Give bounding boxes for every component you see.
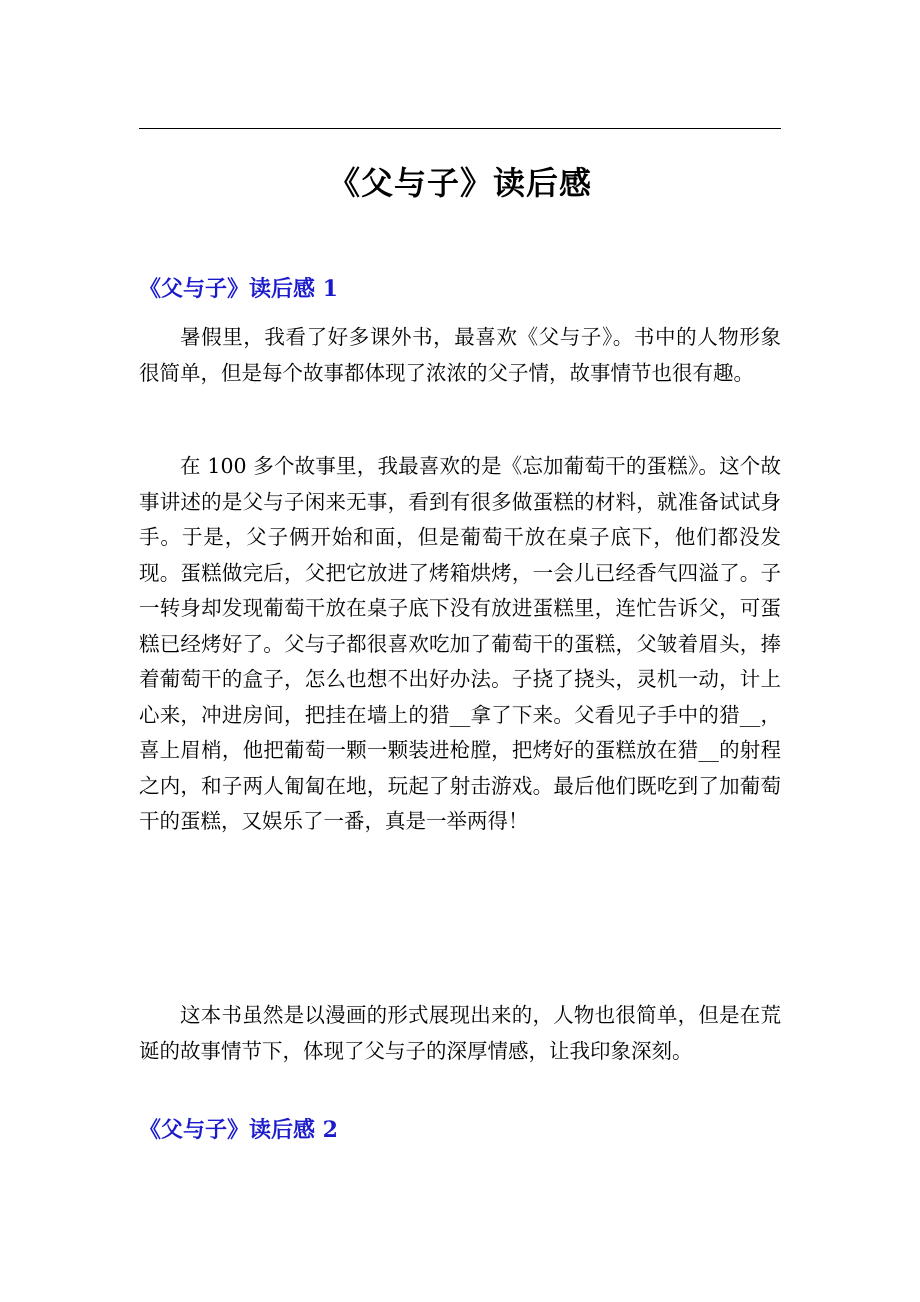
header-rule (139, 128, 781, 129)
section-heading-2: 《父与子》读后感 2 (139, 1117, 338, 1143)
paragraph-1: 暑假里，我看了好多课外书，最喜欢《父与子》。书中的人物形象很简单，但是每个故事都体现了浓浓的父子情，故事情节也很有趣。 (139, 325, 781, 385)
paragraph-2: 在 100 多个故事里，我最喜欢的是《忘加葡萄干的蛋糕》。这个故事讲述的是父与子闲来无事，看到有很多做蛋糕的材料，就准备试试身手。于是，父子俩开始和面，但是葡萄干放在桌子底下，他们都没发现。蛋糕做完后，父把它放进了烤箱烘烤，一会儿已经香气四溢了。子一转身却发现葡萄干放在桌子底下没有放进蛋糕里，连忙告诉父，可蛋糕已经烤好了。父与子都很喜欢吃加了葡萄干的蛋糕，父皱着眉头，捧着葡萄干的盒子，怎么也想不出好办法。子挠了挠头，灵机一动，计上心来，冲进房间，把挂在墙上的猎__拿了下来。父看见子手中的猎__，喜上眉梢，他把葡萄一颗一颗装进枪膛，把烤好的蛋糕放在猎__的射程之内，和子两人匍匐在地，玩起了射击游戏。最后他们既吃到了加葡萄干的蛋糕，又娱乐了一番，真是一举两得！ (139, 454, 781, 833)
paragraph-3: 这本书虽然是以漫画的形式展现出来的，人物也很简单，但是在荒诞的故事情节下，体现了父与子的深厚情感，让我印象深刻。 (139, 1003, 781, 1063)
section-heading-1: 《父与子》读后感 1 (139, 276, 338, 302)
page-title: 《父与子》读后感 (327, 164, 592, 202)
